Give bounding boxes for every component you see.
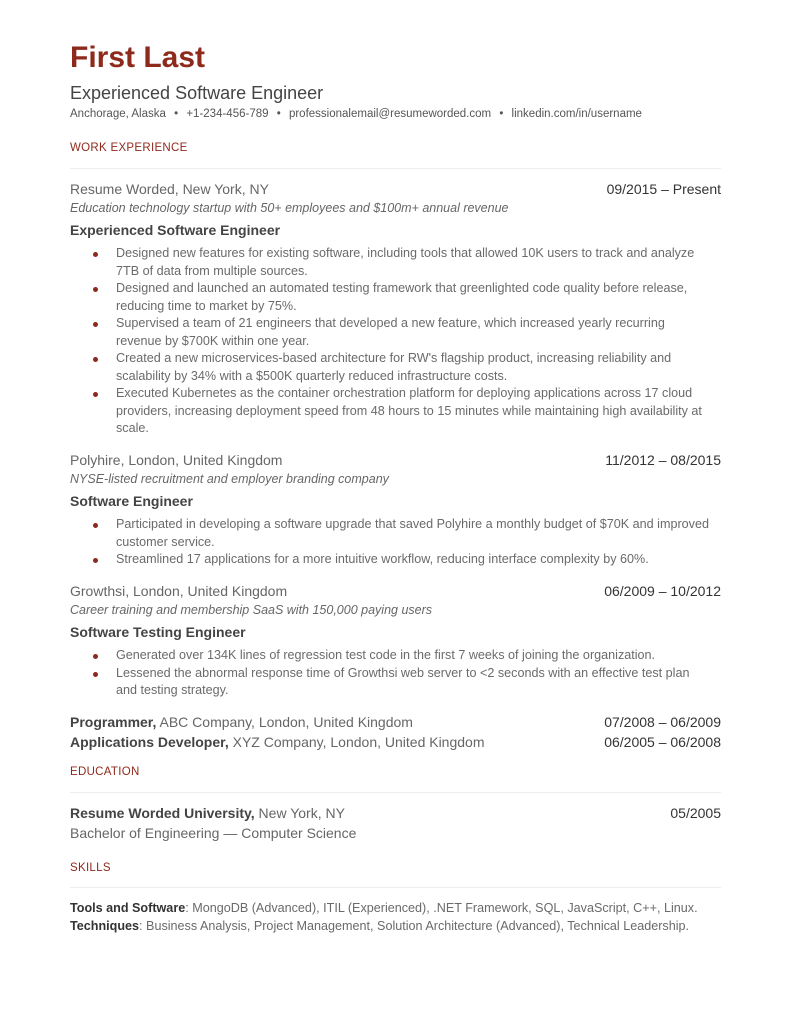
skill-label: Techniques xyxy=(70,919,140,933)
skill-label: Tools and Software xyxy=(70,901,186,915)
section-divider xyxy=(70,887,721,888)
job-bullets xyxy=(92,647,712,700)
bullet-text: Designed new features for existing software, including tools that allowed 10K users to track and analyze 7TB of data from multiple sources. xyxy=(116,246,695,278)
education-location: New York, NY xyxy=(258,805,345,821)
bullet-text: Created a new microservices-based architecture for RW's flagship product, increasing reliability and scalability by 34% with a $500K quarterly reduced infrastructure costs. xyxy=(116,351,672,383)
section-title-work: WORK EXPERIENCE xyxy=(70,142,188,154)
bullet-text: Generated over 134K lines of regression test code in the first 7 weeks of joining the organization. xyxy=(116,648,656,662)
bullet-item xyxy=(92,350,712,385)
job-bullets xyxy=(92,516,712,569)
contact-email[interactable]: professionalemail@resumeworded.com xyxy=(288,108,492,120)
other-role-dates: 06/2005 – 06/2008 xyxy=(604,734,721,750)
section-divider xyxy=(70,792,721,793)
bullet-text: Participated in developing a software upgrade that saved Polyhire a monthly budget of $70K and improved customer service. xyxy=(116,517,709,549)
other-role xyxy=(70,713,721,733)
bullet-text: Supervised a team of 21 engineers that developed a new feature, which increased yearly recurring revenue by $700K within one year. xyxy=(116,316,665,348)
bullet-dot-icon xyxy=(93,392,98,397)
other-role-dates: 07/2008 – 06/2009 xyxy=(604,714,721,730)
other-role-title: Programmer, xyxy=(70,714,157,730)
education-school-line xyxy=(70,804,345,822)
education-header xyxy=(70,804,721,824)
other-role-line xyxy=(70,733,485,751)
bullet-item xyxy=(92,647,712,665)
job-description: Education technology startup with 50+ employees and $100m+ annual revenue xyxy=(70,201,509,215)
candidate-title: Experienced Software Engineer xyxy=(70,83,324,103)
job-role: Experienced Software Engineer xyxy=(70,222,281,238)
contact-phone[interactable]: +1-234-456-789 xyxy=(186,108,269,120)
job-header xyxy=(70,451,721,471)
contact-separator: • xyxy=(276,108,281,120)
job-dates: 11/2012 – 08/2015 xyxy=(605,452,721,468)
bullet-item xyxy=(92,385,712,438)
job-dates: 06/2009 – 10/2012 xyxy=(604,583,721,599)
bullet-item xyxy=(92,516,712,551)
skill-value: : MongoDB (Advanced), ITIL (Experienced), .NET Framework, SQL, JavaScript, C++, Linux. xyxy=(185,901,698,915)
bullet-dot-icon xyxy=(93,252,98,257)
bullet-item xyxy=(92,665,712,700)
skill-line xyxy=(70,918,689,935)
job-dates: 09/2015 – Present xyxy=(606,181,721,197)
job-company: Resume Worded, New York, NY xyxy=(70,181,269,197)
education-degree: Bachelor of Engineering — Computer Science xyxy=(70,825,357,841)
bullet-item xyxy=(92,245,712,280)
other-role-company: ABC Company, London, United Kingdom xyxy=(159,714,413,730)
job-role: Software Testing Engineer xyxy=(70,624,246,640)
other-role-line xyxy=(70,713,413,731)
bullet-text: Lessened the abnormal response time of Growthsi web server to <2 seconds with an effective test plan and testing strategy. xyxy=(116,665,690,697)
bullet-dot-icon xyxy=(93,357,98,362)
job-company: Polyhire, London, United Kingdom xyxy=(70,452,283,468)
bullet-item xyxy=(92,551,712,569)
other-role-title: Applications Developer, xyxy=(70,734,229,750)
job-bullets xyxy=(92,245,712,438)
candidate-name: First Last xyxy=(70,41,206,74)
contact-line xyxy=(70,106,642,122)
other-role xyxy=(70,733,721,753)
contact-separator: • xyxy=(499,108,504,120)
bullet-text: Designed and launched an automated testing framework that greenlighted code quality before release, reducing time to market by 75%. xyxy=(116,281,688,313)
other-role-company: XYZ Company, London, United Kingdom xyxy=(232,734,485,750)
bullet-item xyxy=(92,315,712,350)
job-company: Growthsi, London, United Kingdom xyxy=(70,583,288,599)
section-title-skills: SKILLS xyxy=(70,862,111,874)
job-description: Career training and membership SaaS with 150,000 paying users xyxy=(70,603,433,617)
bullet-dot-icon xyxy=(93,322,98,327)
skill-value: : Business Analysis, Project Management, Solution Architecture (Advanced), Technical Leadership. xyxy=(139,919,690,933)
job-role: Software Engineer xyxy=(70,493,193,509)
bullet-dot-icon xyxy=(93,287,98,292)
bullet-text: Executed Kubernetes as the container orchestration platform for deploying applications across 17 cloud providers, increasing deployment speed from 48 hours to 15 minutes while maintaining high availability at scale. xyxy=(116,386,702,435)
bullet-text: Streamlined 17 applications for a more intuitive workflow, reducing interface complexity by 60%. xyxy=(116,552,649,566)
skill-line xyxy=(70,900,698,917)
section-title-education: EDUCATION xyxy=(70,766,140,778)
contact-location: Anchorage, Alaska xyxy=(70,108,166,120)
contact-linkedin[interactable]: linkedin.com/in/username xyxy=(511,108,642,120)
contact-separator: • xyxy=(174,108,179,120)
education-school: Resume Worded University, xyxy=(70,805,255,821)
bullet-dot-icon xyxy=(93,672,98,677)
job-description: NYSE-listed recruitment and employer branding company xyxy=(70,472,389,486)
education-date: 05/2005 xyxy=(670,805,721,821)
bullet-item xyxy=(92,280,712,315)
job-header xyxy=(70,180,721,200)
section-divider xyxy=(70,168,721,169)
bullet-dot-icon xyxy=(93,523,98,528)
bullet-dot-icon xyxy=(93,654,98,659)
bullet-dot-icon xyxy=(93,558,98,563)
job-header xyxy=(70,582,721,602)
